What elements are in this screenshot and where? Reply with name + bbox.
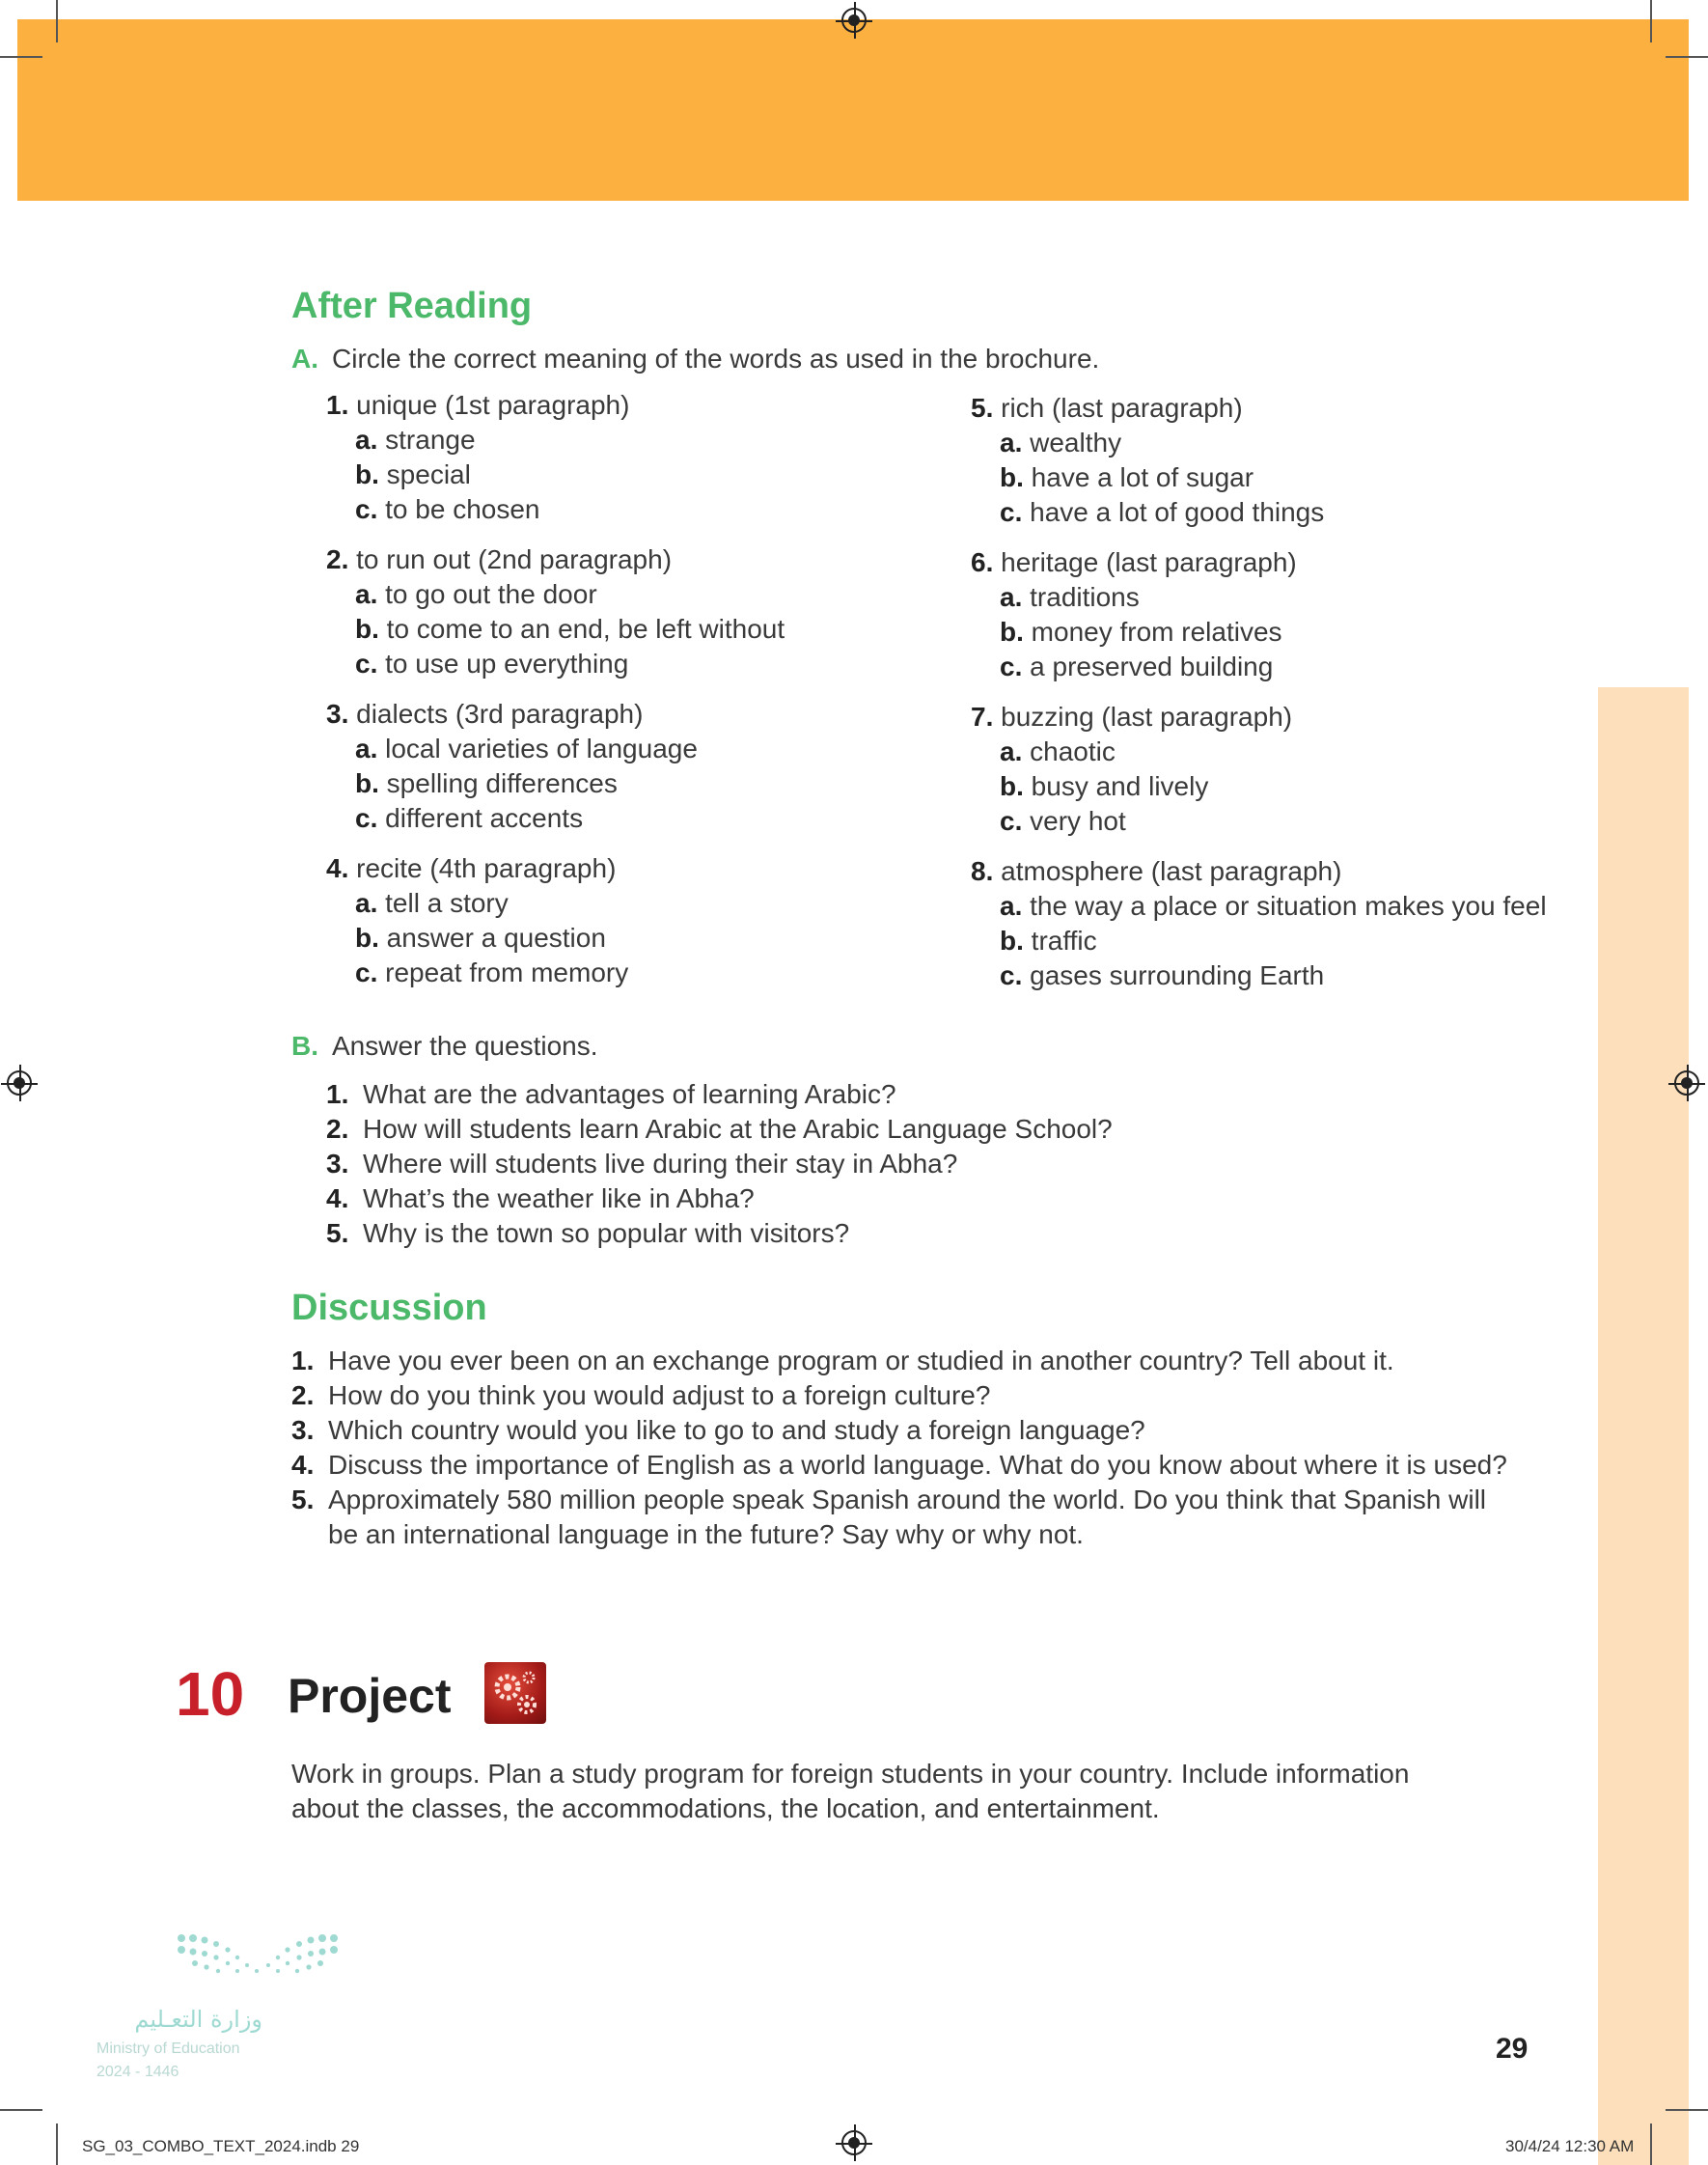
option-text: very hot [1030,806,1126,836]
option-text: traffic [1031,926,1097,956]
vocab-item [971,854,1588,993]
list-number: 4. [326,1183,349,1213]
part-b-questions [326,1077,1532,1251]
list-number: 5. [291,1485,315,1514]
vocab-item [326,388,924,527]
list-number: 4. [291,1450,315,1480]
list-text: Where will students live during their stay in Abha? [363,1149,958,1179]
registration-mark-icon [7,1070,32,1096]
item-number: 4. [326,853,349,883]
question-item [326,1181,1532,1216]
answer-option[interactable] [326,423,924,458]
word-text: unique (1st paragraph) [356,390,630,420]
list-text: Why is the town so popular with visitors? [363,1218,850,1248]
ministry-english: Ministry of Education [96,2040,240,2057]
crop-mark [56,0,58,42]
discussion-item [291,1483,1517,1552]
option-letter: c. [1000,806,1023,836]
option-letter: a. [355,888,378,918]
answer-option[interactable] [326,612,924,647]
option-text: strange [385,425,476,455]
list-number: 2. [291,1380,315,1410]
answer-option[interactable] [326,492,924,527]
crop-mark [1666,56,1708,58]
project-title: Project [288,1669,452,1723]
answer-option[interactable] [326,886,924,921]
answer-option[interactable] [971,495,1588,530]
part-a-letter: A. [291,344,318,374]
option-letter: b. [355,923,379,953]
option-text: tell a story [385,888,509,918]
option-letter: b. [355,614,379,644]
vocab-word [971,854,1588,889]
ministry-logo-icon [176,1932,340,1986]
item-number: 1. [326,390,349,420]
list-text: Approximately 580 million people speak Spanish around the world. Do you think that Spanish will be an international language in the future? Say why or why not. [328,1485,1487,1549]
answer-option[interactable] [971,650,1588,684]
discussion-heading: Discussion [291,1288,487,1328]
option-text: repeat from memory [385,958,629,987]
item-number: 3. [326,699,349,729]
part-a-text: Circle the correct meaning of the words as used in the brochure. [332,344,1100,374]
crop-mark [0,56,42,58]
registration-mark-icon [841,2130,867,2155]
list-text: What are the advantages of learning Arabic? [363,1079,896,1109]
option-letter: a. [355,579,378,609]
vocab-item [971,700,1588,839]
option-text: money from relatives [1031,617,1282,647]
list-number: 1. [291,1346,315,1375]
option-letter: b. [1000,462,1024,492]
item-number: 5. [971,393,994,423]
answer-option[interactable] [326,766,924,801]
option-letter: a. [1000,891,1023,921]
vocab-word [326,542,924,577]
vocab-word [326,697,924,732]
option-text: the way a place or situation makes you feel [1030,891,1547,921]
list-text: Which country would you like to go to and study a foreign language? [328,1415,1145,1445]
option-letter: a. [355,734,378,763]
option-letter: a. [1000,582,1023,612]
answer-option[interactable] [971,735,1588,769]
crop-mark [1666,2109,1708,2111]
option-letter: c. [1000,497,1023,527]
crop-mark [56,2123,58,2165]
word-text: dialects (3rd paragraph) [356,699,644,729]
option-letter: b. [1000,926,1024,956]
option-letter: b. [355,768,379,798]
project-number: 10 [176,1659,245,1729]
ministry-arabic: وزارة التعـليم [134,2006,262,2033]
answer-option[interactable] [326,458,924,492]
item-number: 8. [971,856,994,886]
answer-option[interactable] [326,956,924,990]
answer-option[interactable] [326,647,924,681]
answer-option[interactable] [971,580,1588,615]
list-number: 5. [326,1218,349,1248]
list-text: What’s the weather like in Abha? [363,1183,755,1213]
option-text: spelling differences [386,768,618,798]
option-text: traditions [1030,582,1140,612]
option-letter: b. [355,459,379,489]
option-text: special [386,459,471,489]
discussion-item [291,1448,1517,1483]
option-text: have a lot of good things [1030,497,1325,527]
option-text: to be chosen [385,494,540,524]
item-number: 7. [971,702,994,732]
vocab-item [326,697,924,836]
option-text: have a lot of sugar [1031,462,1254,492]
part-b-instruction [291,1031,598,1062]
side-strip [1598,687,1689,2165]
question-item [326,1147,1532,1181]
option-text: answer a question [386,923,606,953]
part-a-instruction [291,344,1099,375]
word-text: heritage (last paragraph) [1001,547,1297,577]
answer-option[interactable] [971,924,1588,958]
gears-icon [484,1662,546,1724]
answer-option[interactable] [971,426,1588,460]
word-text: atmosphere (last paragraph) [1001,856,1342,886]
registration-mark-icon [841,8,867,33]
option-text: to come to an end, be left without [386,614,785,644]
vocab-column-right [971,391,1588,1009]
crop-mark [1650,0,1652,42]
option-text: to use up everything [385,649,629,679]
option-letter: b. [1000,617,1024,647]
discussion-item [291,1413,1517,1448]
answer-option[interactable] [971,615,1588,650]
answer-option[interactable] [326,921,924,956]
list-number: 2. [326,1114,349,1144]
vocab-word [971,700,1588,735]
list-number: 1. [326,1079,349,1109]
answer-option[interactable] [326,577,924,612]
answer-option[interactable] [971,769,1588,804]
option-letter: c. [355,803,378,833]
question-item [326,1077,1532,1112]
option-letter: c. [355,494,378,524]
answer-option[interactable] [326,801,924,836]
page-number: 29 [1496,2033,1529,2065]
after-reading-heading: After Reading [291,286,533,326]
ministry-year: 2024 - 1446 [96,2064,179,2080]
option-letter: c. [355,958,378,987]
footer-file: SG_03_COMBO_TEXT_2024.indb 29 [82,2137,360,2155]
vocab-word [971,391,1588,426]
option-text: local varieties of language [385,734,698,763]
crop-mark [0,2109,42,2111]
option-text: different accents [385,803,584,833]
word-text: to run out (2nd paragraph) [356,544,673,574]
list-number: 3. [326,1149,349,1179]
option-letter: a. [355,425,378,455]
item-number: 6. [971,547,994,577]
registration-mark-icon [1674,1070,1699,1096]
vocab-column-left [326,388,924,1006]
crop-mark [1650,2123,1652,2165]
option-text: wealthy [1030,428,1122,458]
answer-option[interactable] [971,460,1588,495]
option-text: to go out the door [385,579,597,609]
list-number: 3. [291,1415,315,1445]
item-number: 2. [326,544,349,574]
vocab-item [326,851,924,990]
discussion-item [291,1378,1517,1413]
footer-date: 30/4/24 12:30 AM [1505,2137,1635,2155]
option-text: gases surrounding Earth [1030,960,1325,990]
option-letter: c. [1000,960,1023,990]
project-description: Work in groups. Plan a study program for foreign students in your country. Include information about the classes, the accommodations, the location, and entertainment. [291,1759,1410,1823]
header-banner [17,19,1689,201]
option-text: chaotic [1030,736,1116,766]
vocab-item [971,545,1588,684]
discussion-item [291,1344,1517,1378]
option-text: a preserved building [1030,652,1274,681]
option-text: busy and lively [1031,771,1209,801]
discussion-list [291,1344,1517,1552]
answer-option[interactable] [326,732,924,766]
vocab-word [971,545,1588,580]
option-letter: c. [1000,652,1023,681]
list-text: Discuss the importance of English as a world language. What do you know about where it is used? [328,1450,1507,1480]
answer-option[interactable] [971,958,1588,993]
vocab-item [971,391,1588,530]
option-letter: a. [1000,428,1023,458]
option-letter: a. [1000,736,1023,766]
option-letter: b. [1000,771,1024,801]
list-text: How do you think you would adjust to a foreign culture? [328,1380,991,1410]
option-letter: c. [355,649,378,679]
word-text: rich (last paragraph) [1001,393,1243,423]
vocab-word [326,388,924,423]
question-item [326,1112,1532,1147]
list-text: Have you ever been on an exchange program or studied in another country? Tell about it. [328,1346,1394,1375]
word-text: recite (4th paragraph) [356,853,617,883]
part-b-text: Answer the questions. [332,1031,598,1061]
part-b-letter: B. [291,1031,318,1061]
list-text: How will students learn Arabic at the Arabic Language School? [363,1114,1113,1144]
word-text: buzzing (last paragraph) [1001,702,1293,732]
answer-option[interactable] [971,889,1588,924]
vocab-word [326,851,924,886]
question-item [326,1216,1532,1251]
answer-option[interactable] [971,804,1588,839]
vocab-item [326,542,924,681]
